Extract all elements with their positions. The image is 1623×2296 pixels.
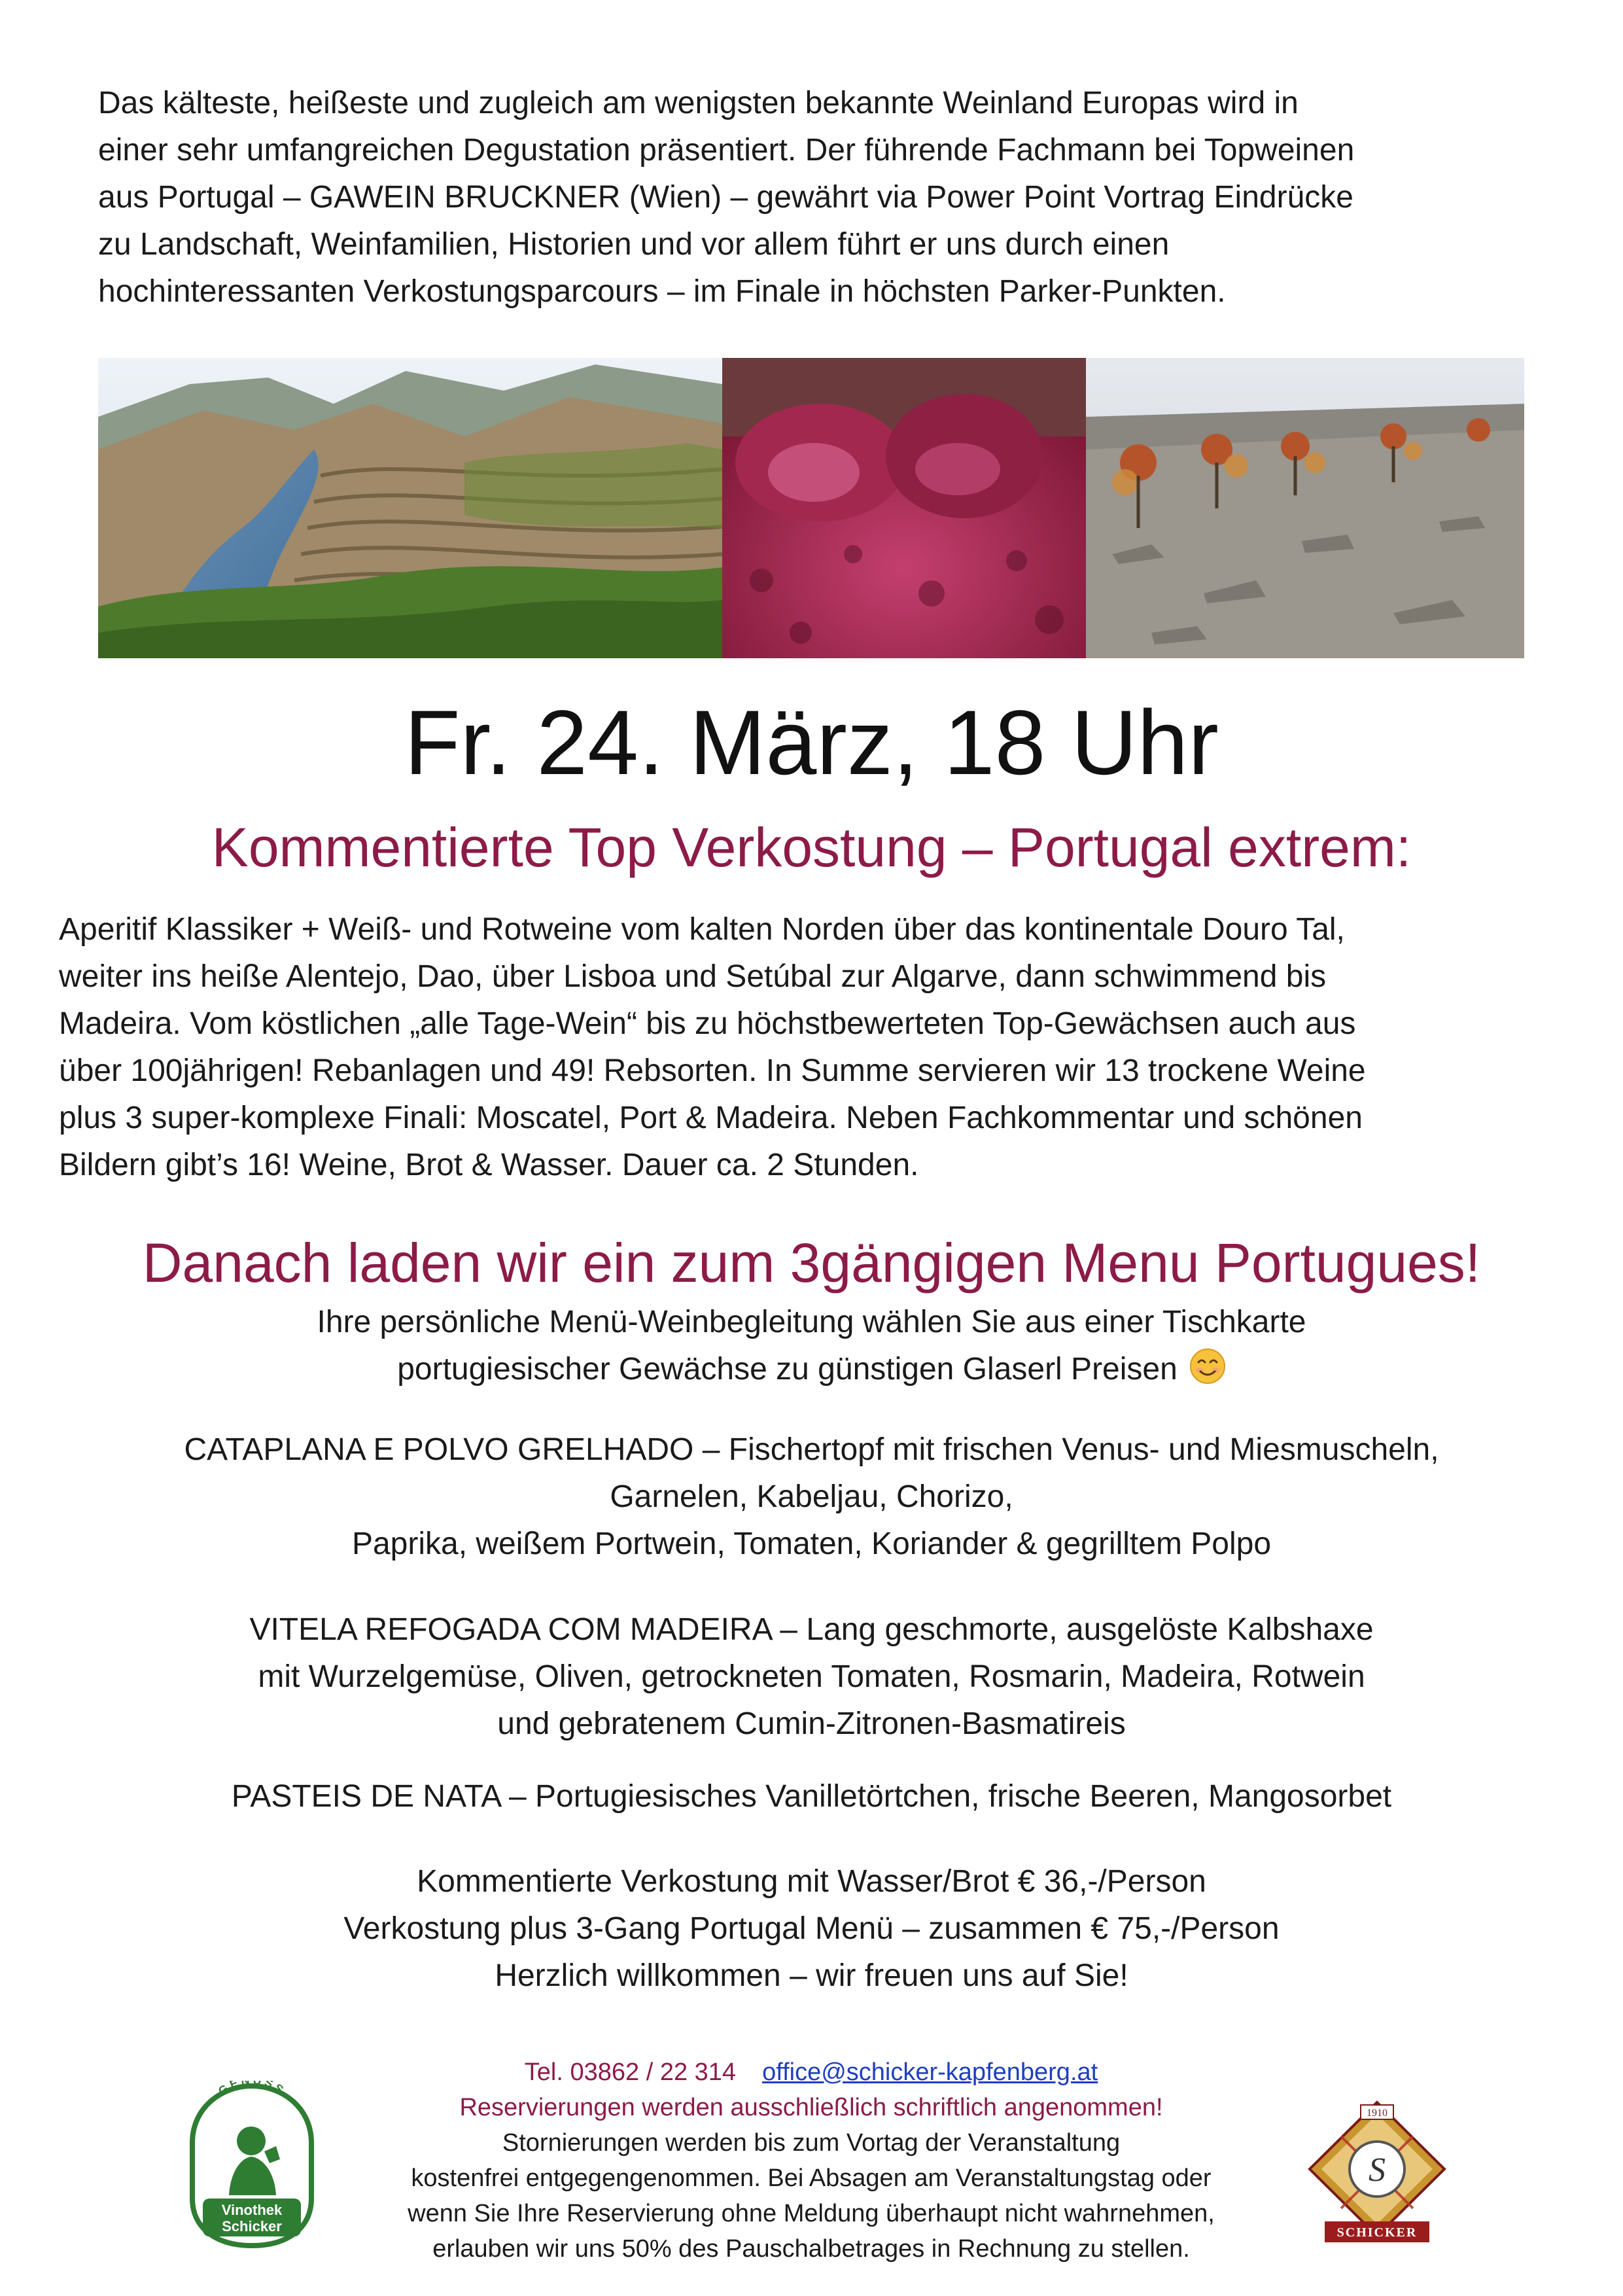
course-line xyxy=(0,1426,1623,1474)
course-line: und gebratenem Cumin-Zitronen-Basmatireis xyxy=(497,1706,1126,1741)
course-line: mit Wurzelgemüse, Oliven, getrockneten Tomaten, Rosmarin, Madeira, Rotwein xyxy=(258,1659,1365,1694)
course-line xyxy=(0,1606,1623,1653)
event-title: Kommentierte Top Verkostung – Portugal extrem: xyxy=(211,817,1412,878)
tasting-line: plus 3 super-komplexe Finali: Moscatel, Port & Madeira. Neben Fachkommentar und schönen xyxy=(59,1101,1363,1135)
welcome-line: Herzlich willkommen – wir freuen uns auf Sie! xyxy=(495,1958,1128,1993)
intro-line: hochinteressanten Verkostungsparcours – im Finale in höchsten Parker-Punkten. xyxy=(98,274,1226,309)
cancellation-line: erlauben wir uns 50% des Pauschalbetrages in Rechnung zu stellen. xyxy=(432,2235,1190,2263)
menu-course xyxy=(0,1606,1623,1748)
tasting-line: über 100jährigen! Rebanlagen und 49! Rebsorten. In Summe servieren wir 13 trockene Weine xyxy=(59,1053,1366,1088)
tasting-description xyxy=(59,906,1577,1189)
intro-line: Das kälteste, heißeste und zugleich am wenigsten bekannte Weinland Europas wird in xyxy=(98,86,1299,120)
intro-paragraph xyxy=(98,80,1537,315)
price-info xyxy=(0,1858,1623,2000)
pairing-line xyxy=(0,1346,1623,1393)
phone-number: Tel. 03862 / 22 314 xyxy=(524,2058,737,2086)
course-name: PASTEIS DE NATA xyxy=(231,1779,500,1814)
tasting-line: weiter ins heiße Alentejo, Dao, über Lisboa und Setúbal zur Algarve, dann schwimmend bis xyxy=(59,959,1327,994)
course-name: VITELA REFOGADA COM MADEIRA xyxy=(249,1612,771,1647)
pairing-line: Ihre persönliche Menü-Weinbegleitung wählen Sie aus einer Tischkarte xyxy=(317,1305,1306,1339)
grape-treading-photo xyxy=(722,358,1086,658)
cancellation-line: wenn Sie Ihre Reservierung ohne Meldung überhaupt nicht wahrnehmen, xyxy=(408,2200,1215,2227)
price-line: Verkostung plus 3-Gang Portugal Menü – zusammen € 75,-/Person xyxy=(343,1911,1280,1946)
intro-line: einer sehr umfangreichen Degustation präsentiert. Der führende Fachmann bei Topweinen xyxy=(98,133,1355,168)
course-line xyxy=(0,1773,1623,1820)
course-description: – Portugiesisches Vanilletörtchen, frische Beeren, Mangosorbet xyxy=(500,1779,1392,1814)
intro-line: aus Portugal – GAWEIN BRUCKNER (Wien) – gewährt via Power Point Vortrag Eindrücke xyxy=(98,180,1353,215)
tasting-line: Madeira. Vom köstlichen „alle Tage-Wein“ bis zu höchstbewerteten Top-Gewächsen auch aus xyxy=(59,1006,1356,1041)
douro-valley-photo xyxy=(98,358,722,658)
svg-text:S: S xyxy=(1369,2151,1386,2189)
photo-strip xyxy=(98,358,1524,658)
slate-vineyard-photo xyxy=(1086,358,1524,658)
menu-course xyxy=(0,1773,1623,1820)
contact-line xyxy=(340,2055,1282,2090)
menu-heading: Danach laden wir ein zum 3gängigen Menu Portugues! xyxy=(142,1232,1481,1294)
price-line: Kommentierte Verkostung mit Wasser/Brot € 36,-/Person xyxy=(417,1864,1206,1899)
svg-text:Vinothek: Vinothek xyxy=(221,2202,283,2218)
pairing-text: portugiesischer Gewächse zu günstigen Glaserl Preisen xyxy=(397,1352,1178,1386)
svg-text:SCHICKER: SCHICKER xyxy=(1336,2225,1418,2240)
course-description: – Fischertopf mit frischen Venus- und Miesmuscheln, xyxy=(693,1432,1439,1467)
course-line: Garnelen, Kabeljau, Chorizo, xyxy=(610,1479,1013,1514)
cancellation-line: kostenfrei entgegengenommen. Bei Absagen am Veranstaltungstag oder xyxy=(411,2164,1212,2192)
smiling-face-emoji-icon xyxy=(1189,1348,1226,1385)
schicker-1910-logo xyxy=(1302,2097,1452,2248)
intro-line: zu Landschaft, Weinfamilien, Historien und vor allem führt er uns durch einen xyxy=(98,227,1170,262)
svg-text:1910: 1910 xyxy=(1367,2108,1387,2119)
vinothek-schicker-logo xyxy=(183,2081,321,2251)
course-name: CATAPLANA E POLVO GRELHADO xyxy=(184,1432,694,1467)
tasting-line: Aperitif Klassiker + Weiß- und Rotweine vom kalten Norden über das kontinentale Douro Tal, xyxy=(59,912,1345,947)
course-line: Paprika, weißem Portwein, Tomaten, Koriander & gegrilltem Polpo xyxy=(351,1527,1272,1561)
contact-block xyxy=(340,2055,1282,2267)
svg-text:Schicker: Schicker xyxy=(222,2218,282,2234)
svg-text:GENUSS: GE SS xyxy=(215,2081,288,2098)
email-link[interactable]: office@schicker-kapfenberg.at xyxy=(762,2058,1098,2086)
course-description: – Lang geschmorte, ausgelöste Kalbshaxe xyxy=(771,1612,1374,1647)
reservation-note: Reservierungen werden ausschließlich schriftlich angenommen! xyxy=(459,2094,1163,2121)
tasting-line: Bildern gibt’s 16! Weine, Brot & Wasser. Dauer ca. 2 Stunden. xyxy=(59,1148,919,1182)
menu-course xyxy=(0,1426,1623,1568)
wine-pairing-note xyxy=(0,1299,1623,1393)
cancellation-line: Stornierungen werden bis zum Vortag der Veranstaltung xyxy=(502,2129,1121,2157)
event-date: Fr. 24. März, 18 Uhr xyxy=(404,691,1219,794)
